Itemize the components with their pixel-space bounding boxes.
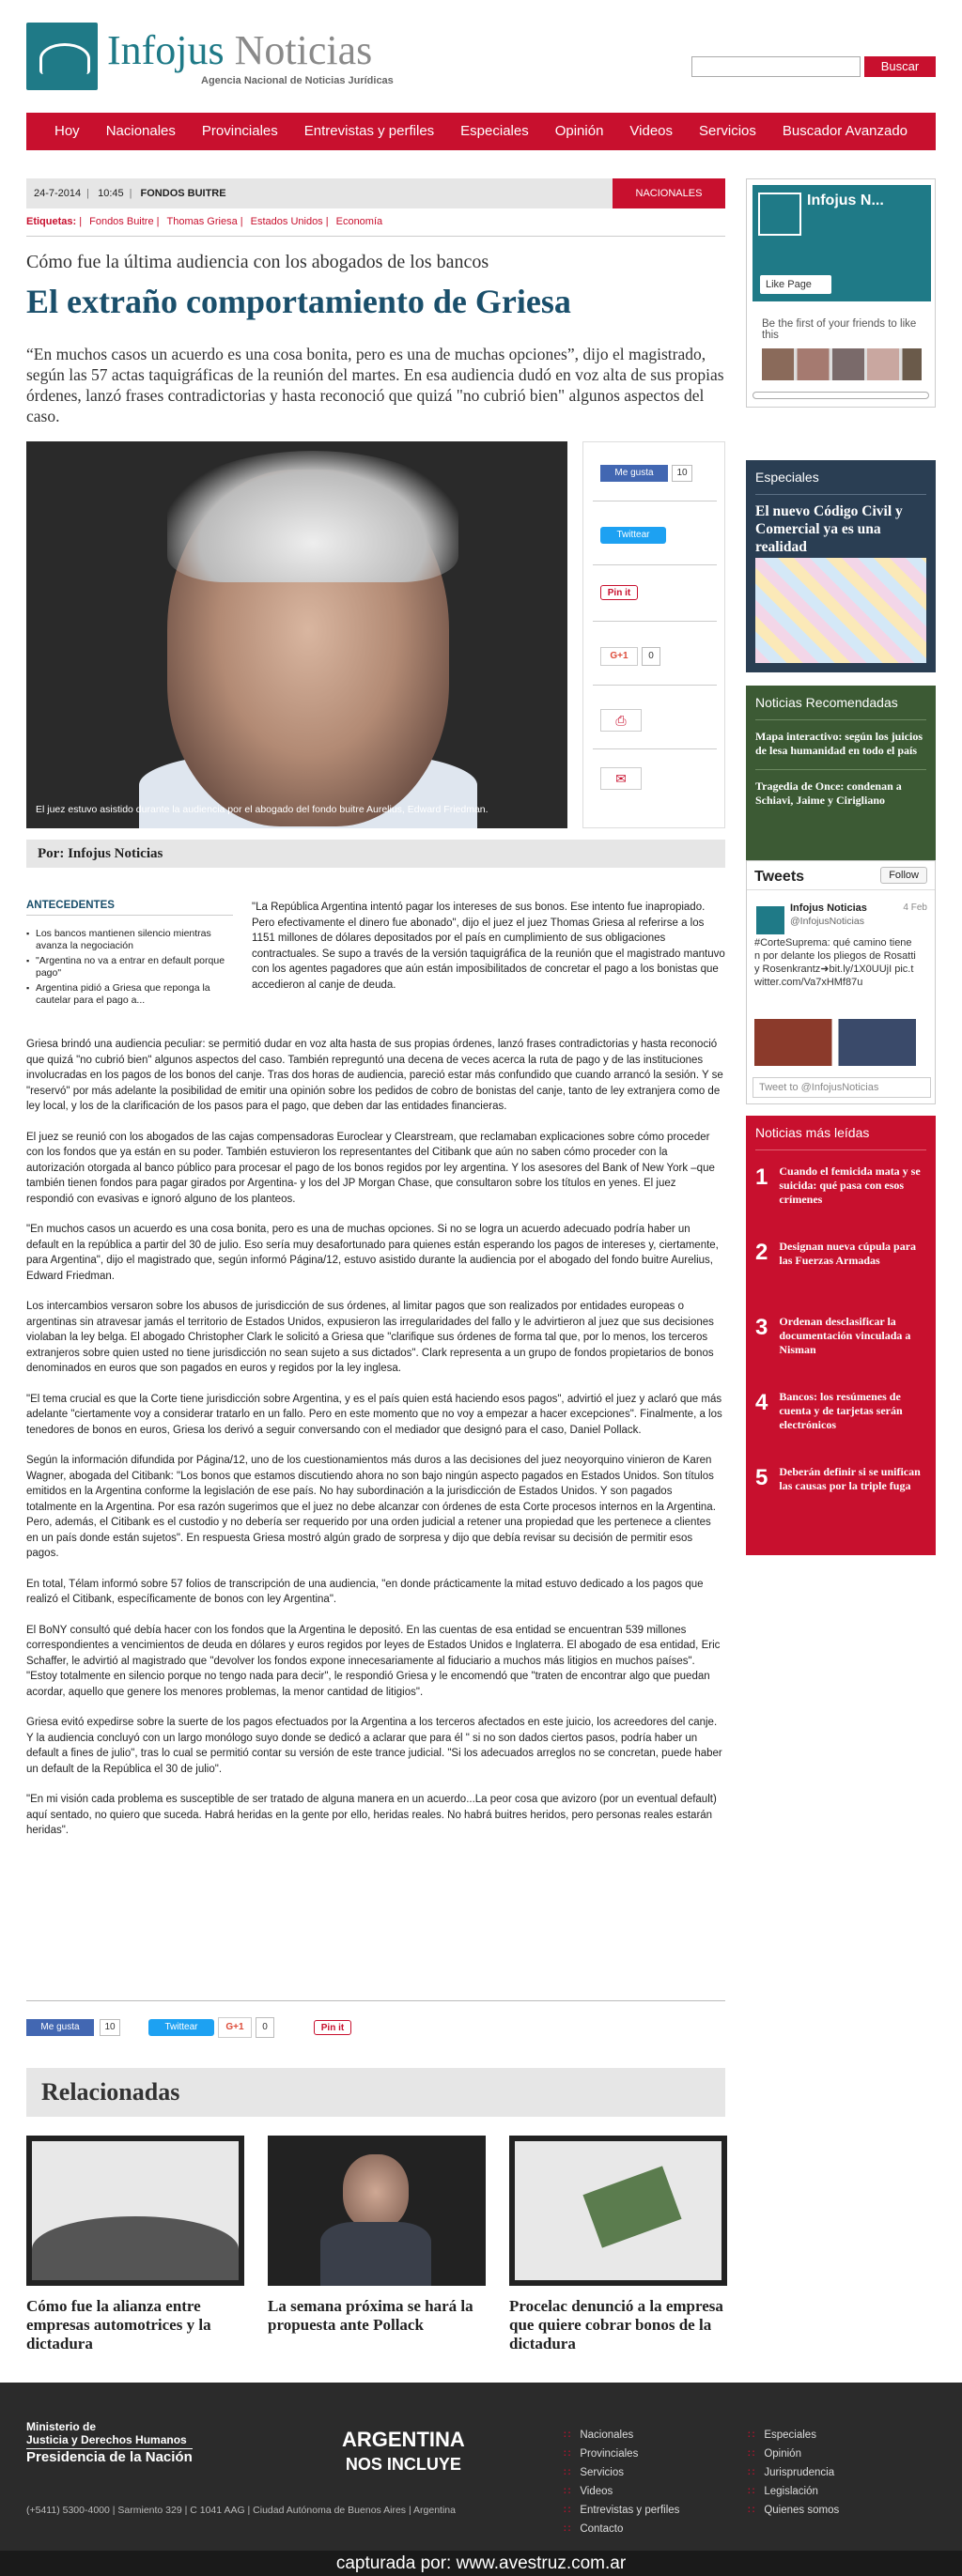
section-badge[interactable]: NACIONALES xyxy=(613,178,725,208)
divider xyxy=(593,621,717,622)
tag-link[interactable]: Thomas Griesa xyxy=(166,216,238,227)
facebook-page-name[interactable]: Infojus N... xyxy=(807,193,884,208)
article-paragraph: Según la información difundida por Página/12, uno de los cuestionamientos más duros a las decisiones del juez neoyorquino vinieron de Karen Wagner, abogada del Citibank: "Los bonos que estamos discutiendo ahora no son bajo ningún aspecto pagados en Estados Unidos. Son títulos emitidos en la Argentina conforme la legislación de ese país. No hay subordinación a la jurisdicción de Estados Unidos. Y son pagados totalmente en la Argentina. Por esa razón sugerimos que el juez no debe alcanzar con órdenes de esta Corte procesos internos en la Argentina. Pero, además, el Citibank es el custodio y no debería ser requerido por una orden judicial a retener una propiedad que les pertenece a clientes en un país donde están sujetos". En respuesta Griesa mostró algún grado de sorpresa y dijo que debía revisar su decisión de permitir esos pagos. xyxy=(26,1455,716,1559)
antecedentes-title: ANTECEDENTES xyxy=(26,900,233,916)
google-plus-button[interactable]: G+1 xyxy=(600,647,638,666)
recomendada-link[interactable]: Mapa interactivo: según los juicios de lesa humanidad en todo el país xyxy=(755,730,923,757)
footer-address: (+5411) 5300-4000 | Sarmiento 329 | C 1041 AAG | Ciudad Autónoma de Buenos Aires | Argentina xyxy=(26,2505,456,2516)
email-icon[interactable]: ✉ xyxy=(600,767,642,790)
brand-subtitle: Agencia Nacional de Noticias Jurídicas xyxy=(201,75,394,86)
article-date: 24-7-2014 xyxy=(34,188,82,199)
like-count: 10 xyxy=(672,465,692,482)
tags-label: Etiquetas: xyxy=(26,216,77,227)
facebook-like-button[interactable]: Me gusta xyxy=(26,2019,94,2036)
leida-item[interactable] xyxy=(755,1390,928,1465)
footer-link[interactable]: ∷ Especiales xyxy=(748,2428,816,2441)
ministry-line: Justicia y Derechos Humanos xyxy=(26,2433,187,2446)
article-category: FONDOS BUITRE xyxy=(140,188,226,199)
scrollbar[interactable] xyxy=(753,392,929,399)
leidas-widget xyxy=(746,1116,936,1555)
twitter-button[interactable]: Twittear xyxy=(600,527,666,544)
related-image-1[interactable] xyxy=(26,2136,244,2286)
related-image-2[interactable] xyxy=(268,2136,486,2286)
footer-link[interactable]: ∷ Nacionales xyxy=(564,2428,633,2441)
tags-bar: Etiquetas: | Fondos Buitre | Thomas Griesa | Estados Unidos | Economía xyxy=(26,216,725,237)
photo-hair xyxy=(167,451,458,582)
tweet-handle: @InfojusNoticias xyxy=(790,916,864,927)
footer-link[interactable]: ∷ Quienes somos xyxy=(748,2503,839,2516)
nav-opinion[interactable]: Opinión xyxy=(554,123,604,139)
gplus-count: 0 xyxy=(642,647,660,666)
especiales-image[interactable] xyxy=(755,558,926,663)
article-meta: 24-7-2014 | 10:45 | FONDOS BUITRE xyxy=(26,178,725,208)
tag-link[interactable]: Economía xyxy=(335,216,383,227)
related-title-1[interactable]: Cómo fue la alianza entre empresas automotrices y la dictadura xyxy=(26,2297,211,2352)
slogan-line: NOS INCLUYE xyxy=(345,2455,461,2474)
divider xyxy=(26,2000,725,2001)
main-nav xyxy=(26,113,936,150)
slogan xyxy=(342,2428,465,2476)
divider xyxy=(593,748,717,749)
article-paragraph: En total, Télam informó sobre 57 folios de transcripción de una audiencia, "en donde prácticamente la mitad estuvo dedicado a los pagos que realizó el Citibank, específicamente de bonos con ley Argentina". xyxy=(26,1578,704,1605)
facebook-widget xyxy=(746,178,936,408)
leida-number: 2 xyxy=(755,1240,768,1265)
article-kicker: Cómo fue la última audiencia con los abogados de los bancos xyxy=(26,252,489,272)
search-input[interactable] xyxy=(691,56,861,77)
tweet-image[interactable] xyxy=(754,1019,916,1066)
google-plus-button[interactable]: G+1 xyxy=(218,2017,252,2038)
image-shape xyxy=(320,2222,431,2286)
nav-hoy[interactable]: Hoy xyxy=(54,123,80,139)
tweet-date: 4 Feb xyxy=(903,902,927,913)
image-shape xyxy=(343,2154,409,2229)
twitter-widget xyxy=(746,860,936,1104)
capture-credit: capturada por: www.avestruz.com.ar xyxy=(0,2551,962,2576)
leidas-list xyxy=(755,1165,928,1540)
article-paragraph: Griesa brindó una audiencia peculiar: se permitió dudar en voz alta hasta de sus propias órdenes, lanzó frases contradictorias y hasta reconoció que quizá "no cubrió bien" algunos aspectos del caso. También repreguntó una decena de veces acerca la ruta de pago y de las instituciones involucradas en los pagos de los bonos del canje. Tras dos horas de audiencia, pareció estar más confundido que cuando arrancó la sesión. Y se "reservó" por más adelante la posibilidad de emitir una opinión sobre los pedidos de cobro de bonistas del canje, tanto de ley extranjera como de ley local, y los de la clarificación de los pasos para el pago, que deben dar las entidades financieras. xyxy=(26,1039,723,1112)
leida-title[interactable]: Ordenan desclasificar la documentación vinculada a Nisman xyxy=(779,1315,911,1356)
leida-title[interactable]: Bancos: los resúmenes de cuenta y de tarjetas serán electrónicos xyxy=(779,1390,903,1431)
article-photo xyxy=(26,441,567,828)
leidas-title: Noticias más leídas xyxy=(755,1125,870,1140)
leida-title[interactable]: Cuando el femicida mata y se suicida: qué pasa con esos crímenes xyxy=(779,1165,921,1206)
article-paragraph: Los intercambios versaron sobre los abusos de jurisdicción de sus órdenes, al limitar pagos que son realizados por entidades europeas o argentinas sin atravesar jamás el territorio de Estados Unidos, expusieron las irregularidades del fallo y le advirtieron al juez que sus decisiones violaban la ley belga. El abogado Christopher Clark le solicitó a Griesa que "clarifique sus órdenes de forma tal que, por lo menos, los terceros extranjeros sobre quien usted no tiene jurisdicción no sean sujeto a sus dictados". Clark representa a un grupo de fondos propietarios de bonos denominados en euros que son pagados en euros y regidos por la ley inglesa. xyxy=(26,1301,714,1374)
antecedente-link[interactable]: ▪ Los bancos mantienen silencio mientras avanza la negociación xyxy=(26,928,233,952)
footer-link[interactable]: ∷ Videos xyxy=(564,2484,613,2497)
antecedente-link[interactable]: ▪ "Argentina no va a entrar en default porque pago" xyxy=(26,955,233,979)
tag-link[interactable]: Estados Unidos xyxy=(250,216,323,227)
article-paragraph: "En mi visión cada problema es susceptible de ser tratado de alguna manera en un acuerdo...La peor cosa que avizoro (por un eventual default) aquí sentado, no quiero que suceda. Habrá heridas en la gente por ello, heridas reales. No habrá buitres heridos, pero personas reales estarán heridas". xyxy=(26,1794,717,1836)
especiales-title: Especiales xyxy=(755,470,819,485)
twitter-button[interactable]: Twittear xyxy=(148,2019,214,2036)
facebook-cover xyxy=(753,185,931,301)
article-time: 10:45 xyxy=(98,188,124,199)
footer-link[interactable]: ∷ Jurisprudencia xyxy=(748,2465,834,2478)
nav-nacionales[interactable]: Nacionales xyxy=(105,123,176,139)
ministry-line: Ministerio de xyxy=(26,2420,97,2433)
tag-link[interactable]: Fondos Buitre xyxy=(89,216,154,227)
byline: Por: Infojus Noticias xyxy=(26,840,725,868)
nav-provinciales[interactable]: Provinciales xyxy=(201,123,278,139)
related-image-3[interactable] xyxy=(509,2136,727,2286)
article-headline: El extraño comportamiento de Griesa xyxy=(26,283,571,320)
leida-title[interactable]: Deberán definir si se unifican las causas por la triple fuga xyxy=(779,1465,921,1492)
article-body xyxy=(26,1037,725,1854)
pinterest-button[interactable]: Pin it xyxy=(600,585,638,600)
bottom-share-bar xyxy=(26,2017,725,2038)
article-intro: "La República Argentina intentó pagar los intereses de sus bonos. Ese intento fue inapropiado. Pero efectivamente el dinero fue abonado", dijo el juez el juez Thomas Griesa al referirse a los 1151 millones de dólares depositados por el país en cumplimiento de sus obligaciones contractuales. Se supo a través de la versión taquigráfica de la reunión que el magistrado mantuvo con los agentes pagadores que aún están imposibilitados de concretar el pago a los bonistas que accedieron al canje de deuda. xyxy=(252,902,725,991)
share-box xyxy=(582,441,725,828)
article-paragraph: "En muchos casos un acuerdo es una cosa bonita, pero es una de muchas opciones. Si no se logra un acuerdo adecuado podría haber un default en la república a partir del 30 de julio. Eso sería muy desafortunado para quienes están esperando los pagos de intereses y, ciertamente, para Argentina", dijo el magistrado que, según informó Página/12, estuvo asistido durante la audiencia por el abogado del fondo buitre Aurelius, Edward Friedman. xyxy=(26,1224,719,1282)
article-paragraph: "El tema crucial es que la Corte tiene jurisdicción sobre Argentina, y es el país quien está haciendo esos pagos", advirtió el juez y aclaró que más adelante "ciertamente voy a considerar tratarlo en un fallo. Pero en este momento que no voy a empezar a hacer excepciones". Finalmente, a los tenedores de bonos en euros, Griesa los derivó a seguir conversando con el mediador que designó para el caso, Daniel Pollack. xyxy=(26,1393,722,1436)
site-logo[interactable] xyxy=(26,21,394,94)
footer-link[interactable]: ∷ Opinión xyxy=(748,2446,801,2460)
article-paragraph: El juez se reunió con los abogados de las cajas compensadoras Euroclear y Clearstream, que reclamaban explicaciones sobre cómo proceder con los fondos que ya están en su poder. También estuvieron los representantes del Citibank que aún no saben cómo proceder con la autorización otorgada al banco público para procesar el pago de los bonos regidos por ley argentina. Y los asesores del Bank of New York –que también tienen fondos para pagar girados por Argentina- y los del JP Morgan Chase, que consultaron sobre los títulos en yenes. El juez respondió con evasivas e ignoró alguno de los planteos. xyxy=(26,1131,715,1205)
gplus-count: 0 xyxy=(256,2017,274,2038)
nav-especiales[interactable]: Especiales xyxy=(460,123,529,139)
print-icon[interactable]: ⎙ xyxy=(600,709,642,732)
photo-caption: El juez estuvo asistido durante la audiencia por el abogado del fondo buitre Aurelius, Edward Friedman. xyxy=(36,804,489,815)
slogan-line: ARGENTINA xyxy=(342,2428,465,2451)
nav-entrevistas[interactable]: Entrevistas y perfiles xyxy=(303,123,435,139)
facebook-like-button[interactable]: Me gusta xyxy=(600,465,668,482)
relacionadas-title: Relacionadas xyxy=(26,2068,725,2117)
recomendadas-widget xyxy=(746,686,936,883)
nav-servicios[interactable]: Servicios xyxy=(699,123,756,139)
especiales-headline[interactable]: El nuevo Código Civil y Comercial ya es una realidad xyxy=(755,503,903,555)
footer-link[interactable]: ∷ Contacto xyxy=(564,2522,623,2535)
twitter-follow-button[interactable]: Follow xyxy=(880,867,927,884)
tweet-avatar xyxy=(756,906,784,934)
leida-number: 5 xyxy=(755,1465,768,1490)
nav-buscador[interactable]: Buscador Avanzado xyxy=(782,123,908,139)
nav-videos[interactable]: Videos xyxy=(629,123,674,139)
leida-item[interactable] xyxy=(755,1315,928,1390)
article-paragraph: El BoNY consultó qué debía hacer con los fondos que la Argentina le depositó. En las cuentas de esa entidad se encuentran 539 millones correspondientes a vencimientos de deuda en dólares y euros regidos por leyes de Estados Unidos e Inglaterra. El abogado de esa entidad, Eric Schaffer, le advirtió al magistrado que "devolver los fondos expone innecesariamente al fiduciario a muchos más litigios en muchos países". "Estoy totalmente en silencio porque no tengo nada para decir", le respondió Griesa y le encomendó que "traten de encontrar algo que puedan acordar, aquello que genere los menores problemas, la menor cantidad de litigios". xyxy=(26,1624,721,1698)
footer-link[interactable]: ∷ Servicios xyxy=(564,2465,624,2478)
facebook-like-page-button[interactable]: Like Page xyxy=(760,275,831,294)
leida-number: 3 xyxy=(755,1315,768,1340)
leida-item[interactable] xyxy=(755,1240,928,1315)
image-shape xyxy=(582,2166,681,2247)
leida-item[interactable] xyxy=(755,1165,928,1240)
tweets-title: Tweets xyxy=(754,869,805,885)
antecedente-link[interactable]: ▪ Argentina pidió a Griesa que reponga la cautelar para el pago a... xyxy=(26,982,233,1007)
brand-name: Infojus Noticias xyxy=(107,27,373,73)
infojus-logo-icon xyxy=(26,23,98,90)
site-footer xyxy=(0,2383,962,2576)
related-title-3[interactable]: Procelac denunció a la empresa que quiere cobrar bonos de la dictadura xyxy=(509,2297,723,2352)
search-button[interactable]: Buscar xyxy=(864,56,936,77)
recomendadas-title: Noticias Recomendadas xyxy=(755,695,898,710)
image-shape xyxy=(32,2216,239,2282)
recomendada-link[interactable]: Tragedia de Once: condenan a Schiavi, Jaime y Cirigliano xyxy=(755,779,902,807)
article-lead: “En muchos casos un acuerdo es una cosa bonita, pero es una de muchas opciones”, dijo el magistrado, según las 57 actas taquigráficas de la reunión del martes. En esa audiencia dudó en voz alta de sus propias órdenes, lanzó frases contradictorias y hasta reconoció que quizá "no cubrió bien" algunos aspectos del caso. xyxy=(26,345,724,425)
ministry-logo[interactable] xyxy=(26,2420,193,2464)
pinterest-button[interactable]: Pin it xyxy=(314,2020,351,2035)
antecedentes-list xyxy=(26,928,233,1010)
especiales-widget xyxy=(746,460,936,672)
footer-link[interactable]: ∷ Entrevistas y perfiles xyxy=(564,2503,679,2516)
tweet-text: #CorteSuprema: qué camino tienen por delante los pliegos de Rosatti y Rosenkrantz➜bit.ly/1X0UUjI pic.twitter.com/Va7xHMf87u xyxy=(754,937,916,988)
tweet-input[interactable]: Tweet to @InfojusNoticias xyxy=(753,1077,931,1098)
facebook-friends-avatars xyxy=(762,348,922,380)
divider xyxy=(593,564,717,565)
leida-number: 4 xyxy=(755,1390,768,1415)
article-paragraph: Griesa evitó expedirse sobre la suerte de los pagos efectuados por la Argentina a los terceros afectados en este juicio, los acreedores del canje. Y la audiencia concluyó con un largo monólogo suyo donde se dedicó a aclarar que para él " si no son dados ciertos pasos, podría haber un default a fines de julio", tras lo cual se permitió contar su versión de este trance judicial. "Si los adecuados arreglos no se concretan, puede haber un default de la República el 30 de julio". xyxy=(26,1717,722,1775)
facebook-text: Be the first of your friends to like this xyxy=(762,318,917,341)
related-title-2[interactable]: La semana próxima se hará la propuesta ante Pollack xyxy=(268,2297,473,2334)
tweet-user[interactable]: Infojus Noticias xyxy=(790,902,867,914)
footer-link[interactable]: ∷ Legislación xyxy=(748,2484,818,2497)
like-count: 10 xyxy=(100,2019,120,2036)
leida-title[interactable]: Designan nueva cúpula para las Fuerzas Armadas xyxy=(779,1240,917,1267)
leida-number: 1 xyxy=(755,1165,768,1190)
footer-link[interactable]: ∷ Provinciales xyxy=(564,2446,638,2460)
divider xyxy=(593,685,717,686)
leida-item[interactable] xyxy=(755,1465,928,1540)
ministry-line: Presidencia de la Nación xyxy=(26,2449,193,2465)
page-avatar xyxy=(758,193,801,236)
